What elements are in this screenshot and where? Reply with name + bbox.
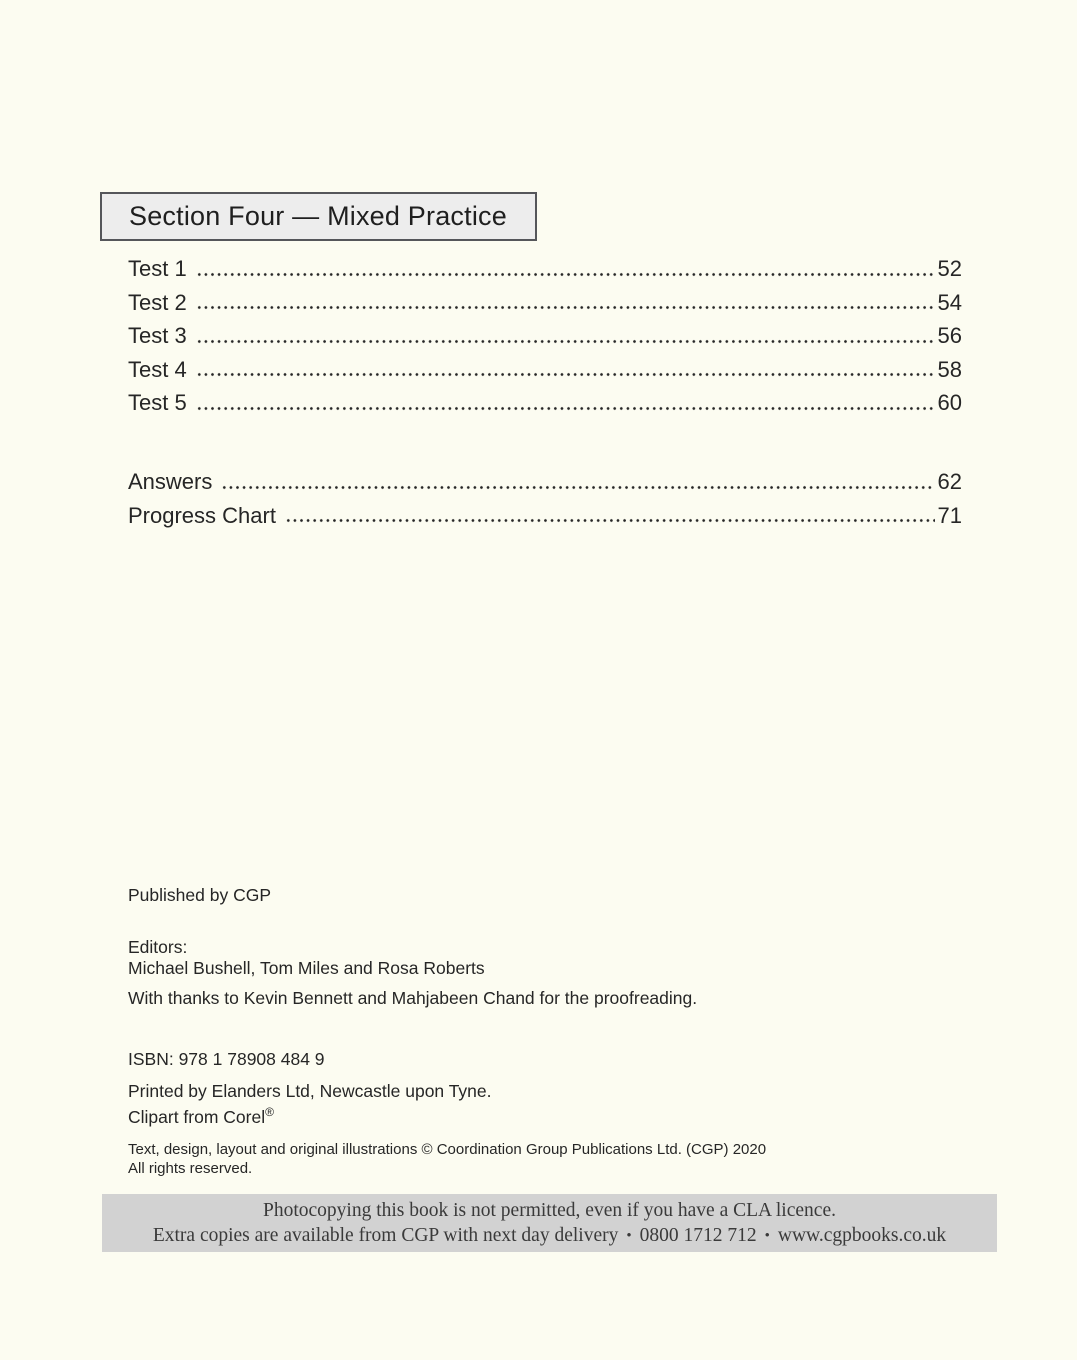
copyright-text: Text, design, layout and original illustrations © Coordination Group Publications Ltd. (CGP) 2020: [128, 1141, 767, 1158]
toc-dotted-leader: [196, 319, 935, 353]
toc-dotted-leader: [196, 286, 935, 320]
printed-by-text: Printed by Elanders Ltd, Newcastle upon Tyne.: [128, 1081, 492, 1101]
toc-entry-label: Test 5: [128, 390, 187, 415]
footer-contact-line: [102, 1223, 997, 1249]
section-header-box: [100, 192, 537, 241]
proofreading-thanks-text: With thanks to Kevin Bennett and Mahjabeen Chand for the proofreading.: [128, 988, 698, 1008]
toc-entry-test-3: [128, 319, 962, 353]
toc-entry-page: 71: [937, 502, 962, 528]
toc-entry-page: 60: [937, 390, 962, 415]
registered-trademark-symbol: ®: [265, 1105, 274, 1120]
isbn-text: ISBN: 978 1 78908 484 9: [128, 1049, 325, 1069]
footer-photocopying-notice: Photocopying this book is not permitted, even if you have a CLA licence.: [263, 1200, 836, 1221]
toc-entry-progress-chart: [128, 499, 962, 533]
toc-entry-answers: [128, 465, 962, 499]
toc-entry-label: Answers: [128, 469, 213, 494]
footer-bullet-icon: •: [626, 1228, 632, 1244]
editors-names: Michael Bushell, Tom Miles and Rosa Roberts: [128, 958, 485, 978]
toc-entry-page: 52: [937, 256, 962, 281]
toc-dotted-leader: [221, 465, 934, 499]
editors-heading: Editors:: [128, 937, 188, 957]
clipart-credit-text: [128, 1106, 274, 1128]
rights-reserved-text: All rights reserved.: [128, 1160, 253, 1177]
toc-test-list: [128, 252, 962, 420]
published-by-text: Published by CGP: [128, 885, 271, 905]
toc-entry-label: Test 2: [128, 289, 187, 315]
toc-entry-page: 62: [937, 469, 962, 494]
footer-copies-text: Extra copies are available from CGP with next day delivery: [152, 1225, 619, 1246]
toc-entry-label: Test 1: [128, 256, 187, 281]
toc-dotted-leader: [196, 252, 935, 286]
toc-entry-page: 58: [937, 356, 962, 382]
footer-website: www.cgpbooks.co.uk: [777, 1225, 947, 1246]
toc-entry-test-1: [128, 252, 962, 286]
toc-dotted-leader: [196, 386, 935, 420]
toc-dotted-leader: [285, 499, 935, 533]
toc-entry-label: Test 3: [128, 323, 187, 348]
toc-entry-test-2: [128, 286, 962, 320]
toc-entry-test-5: [128, 386, 962, 420]
toc-entry-label: Progress Chart: [128, 502, 276, 528]
toc-entry-page: 54: [937, 289, 962, 315]
footer-bar: [102, 1194, 997, 1252]
clipart-credit-label: Clipart from Corel: [128, 1107, 266, 1127]
toc-extras-list: [128, 465, 962, 532]
toc-dotted-leader: [196, 353, 935, 387]
toc-entry-label: Test 4: [128, 356, 187, 382]
section-title: Section Four — Mixed Practice: [129, 201, 507, 231]
toc-entry-page: 56: [937, 323, 962, 348]
footer-bullet-icon: •: [764, 1228, 770, 1244]
footer-phone-number: 0800 1712 712: [639, 1225, 757, 1246]
toc-entry-test-4: [128, 353, 962, 387]
